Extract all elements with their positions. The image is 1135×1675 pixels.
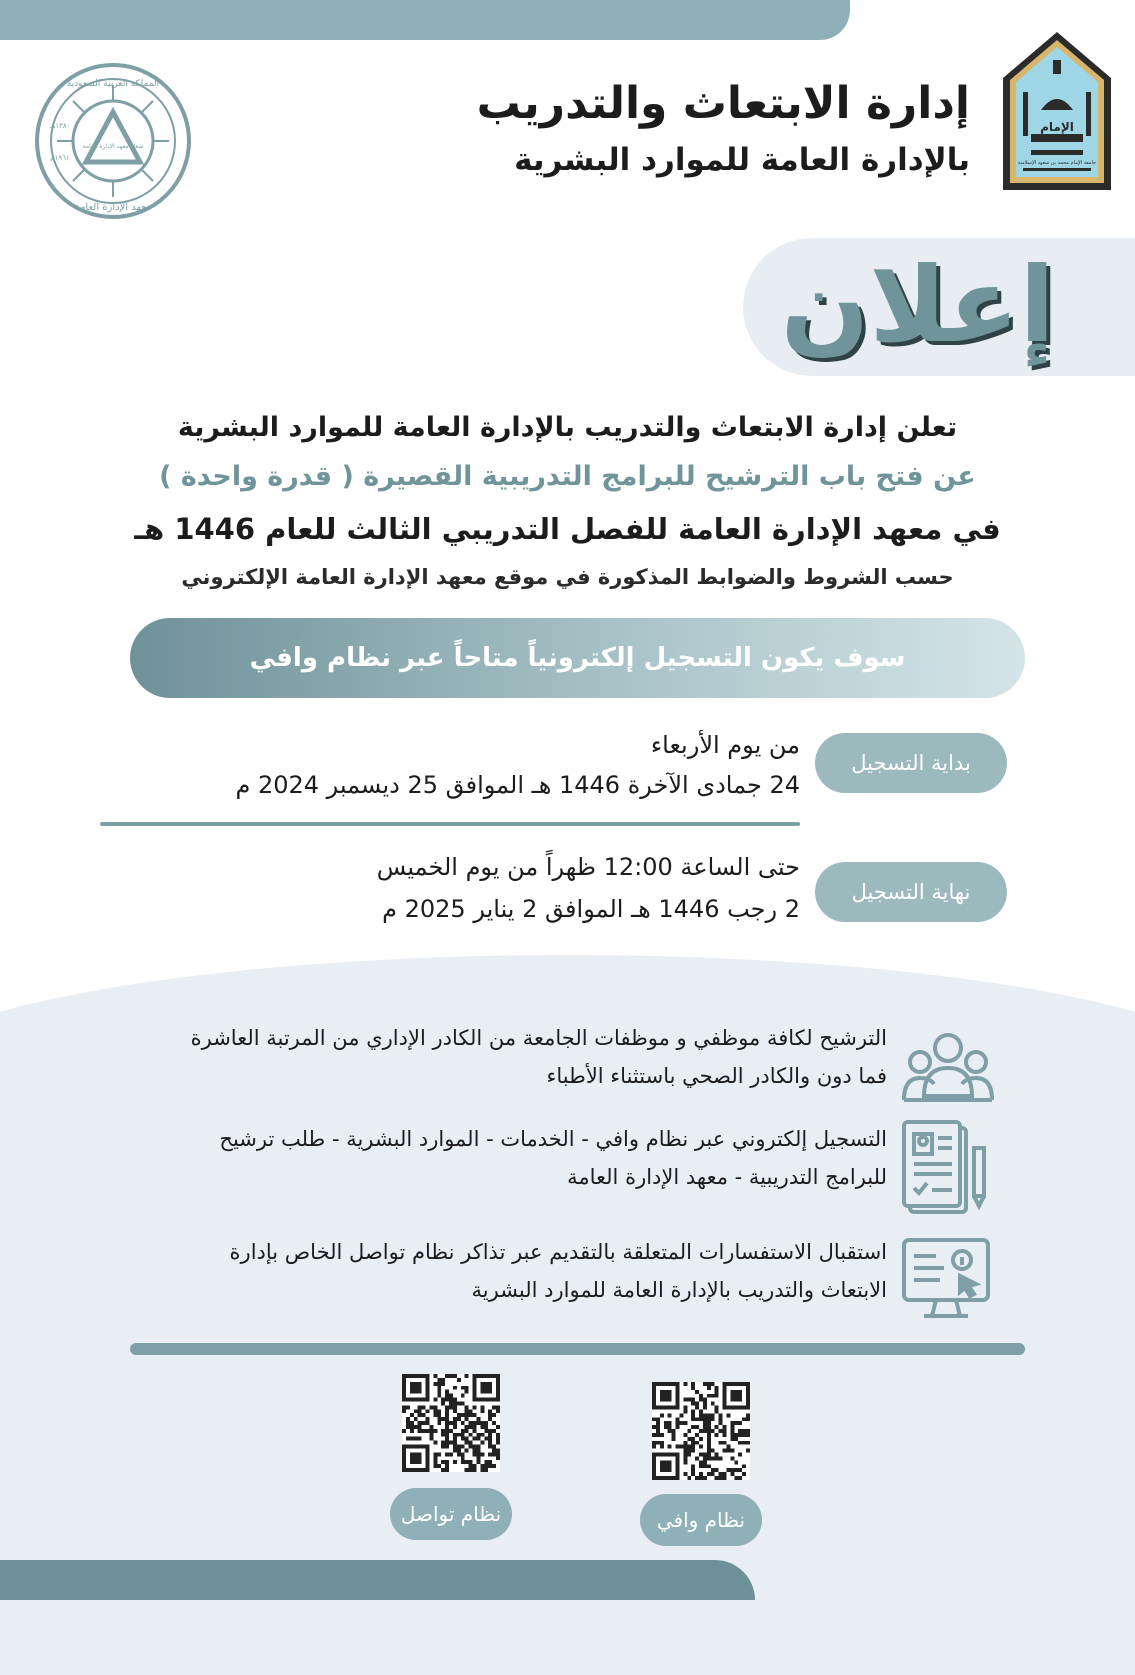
wafi-system-button[interactable] [640, 1494, 762, 1546]
inst-logo-gregorian-year: ١٩٦١م [50, 154, 70, 162]
inst-logo-center-text: شعار معهد الإدارة العامة [82, 143, 144, 150]
group-icon [900, 1030, 996, 1110]
announcement-line-2: عن فتح باب الترشيح للبرامج التدريبية القصيرة ( قدرة واحدة ) [159, 461, 976, 492]
info-item-registration: التسجيل إلكتروني عبر نظام وافي - الخدمات - الموارد البشرية - طلب ترشيح للبرامج التدريبية - معهد الإدارة العامة [219, 1127, 887, 1189]
registration-banner-text: سوف يكون التسجيل إلكترونياً متاحاً عبر نظام وافي [249, 643, 906, 673]
top-decorative-bar [0, 0, 850, 40]
department-subtitle: بالإدارة العامة للموارد البشرية [514, 142, 970, 178]
registration-banner [130, 618, 1025, 698]
info-item-eligibility: الترشيح لكافة موظفي و موظفات الجامعة من الكادر الإداري من المرتبة العاشرة فما دون والكادر الصحي باستثناء الأطباء [190, 1026, 887, 1088]
dates-divider [100, 822, 800, 826]
start-date-full: 24 جمادى الآخرة 1446 هـ الموافق 25 ديسمبر 2024 م [235, 771, 800, 799]
inst-logo-top-text: المملكة العربية السعودية [66, 79, 160, 89]
wafi-system-label: نظام وافي [656, 1508, 746, 1532]
end-date-full: 2 رجب 1446 هـ الموافق 2 يناير 2025 م [382, 895, 800, 923]
tawasol-system-button[interactable] [390, 1488, 512, 1540]
announcement-line-1: تعلن إدارة الابتعاث والتدريب بالإدارة العامة للموارد البشرية [177, 412, 958, 443]
announcement-title: إعلان [780, 244, 1055, 366]
bottom-decorative-bar [0, 1560, 755, 1600]
univ-logo-caption: جامعة الإمام محمد بن سعود الإسلامية [1017, 160, 1097, 166]
announcement-line-4: حسب الشروط والضوابط المذكورة في موقع معهد الإدارة العامة الإلكتروني [181, 565, 954, 589]
end-date-label: نهاية التسجيل [851, 880, 971, 904]
end-date-time: حتى الساعة 12:00 ظهراً من يوم الخميس [376, 853, 800, 881]
info-item-inquiries: استقبال الاستفسارات المتعلقة بالتقديم عبر تذاكر نظام تواصل الخاص بإدارة الابتعاث والتدريب بالإدارة العامة للموارد البشرية [229, 1240, 887, 1302]
start-date-label: بداية التسجيل [851, 751, 971, 775]
wafi-qr-code[interactable] [652, 1382, 750, 1480]
start-date-day: من يوم الأربعاء [650, 731, 800, 759]
computer-icon [900, 1236, 996, 1322]
department-title: إدارة الابتعاث والتدريب [476, 78, 970, 129]
tawasol-system-label: نظام تواصل [400, 1502, 502, 1526]
univ-logo-text: الإمام [1040, 120, 1074, 134]
bottom-divider [130, 1343, 1025, 1355]
start-date-badge [815, 733, 1007, 793]
end-date-badge [815, 862, 1007, 922]
document-icon [900, 1118, 996, 1218]
university-logo [1001, 30, 1113, 192]
institute-logo [32, 60, 194, 222]
inst-logo-bottom-text: معهد الإدارة العامة [74, 202, 152, 213]
tawasol-qr-code[interactable] [402, 1374, 500, 1472]
announcement-line-3: في معهد الإدارة العامة للفصل التدريبي الثالث للعام 1446 هـ [134, 512, 1001, 546]
inst-logo-hijri-year: ١٣٨٠هـ [49, 122, 71, 130]
